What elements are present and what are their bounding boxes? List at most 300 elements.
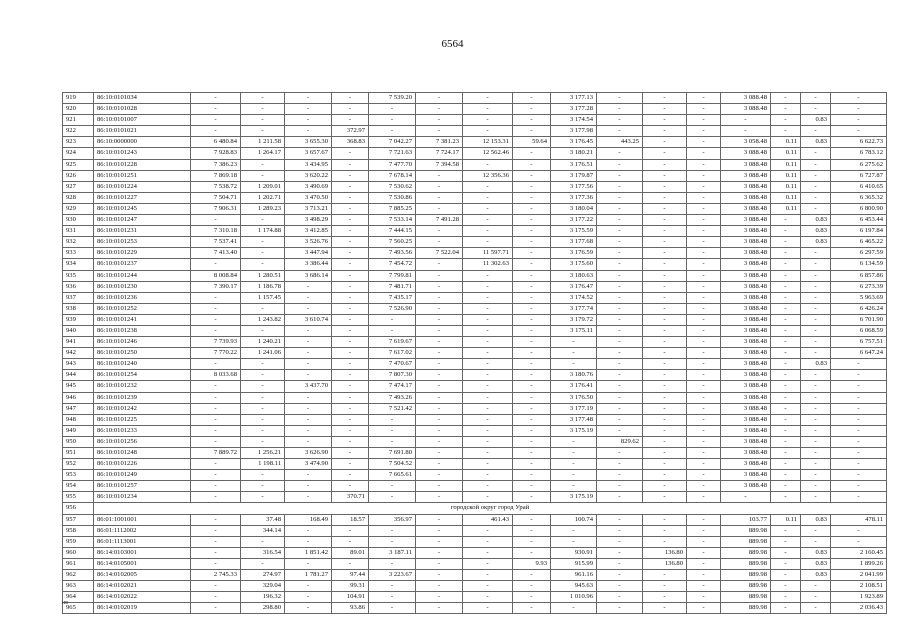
value-cell: - [369, 325, 416, 336]
value-cell: - [369, 425, 416, 436]
value-cell: - [416, 436, 463, 447]
value-cell: - [801, 459, 831, 470]
value-cell: - [513, 303, 551, 314]
value-cell: 7 539.20 [369, 93, 416, 104]
value-cell: - [551, 525, 597, 536]
value-cell: 103.77 [721, 514, 771, 525]
value-cell: 7 504.52 [369, 459, 416, 470]
value-cell: - [416, 181, 463, 192]
value-cell: 1 851.42 [285, 547, 332, 558]
value-cell: - [551, 536, 597, 547]
value-cell: 6 134.59 [831, 259, 887, 270]
value-cell: - [597, 558, 643, 569]
value-cell: - [191, 314, 241, 325]
value-cell: - [332, 226, 369, 237]
value-cell: - [369, 603, 416, 614]
value-cell: - [513, 259, 551, 270]
table-row [63, 414, 887, 425]
value-cell: - [771, 281, 801, 292]
value-cell: - [191, 492, 241, 503]
value-cell: 3 490.69 [285, 181, 332, 192]
value-cell: - [191, 547, 241, 558]
value-cell: - [801, 581, 831, 592]
row-number-cell: 956 [63, 503, 94, 514]
value-cell: - [551, 359, 597, 370]
value-cell: 3 088.48 [721, 159, 771, 170]
value-cell: - [643, 370, 687, 381]
value-cell: - [332, 248, 369, 259]
value-cell: 3 088.48 [721, 148, 771, 159]
value-cell: - [416, 581, 463, 592]
value-cell: - [463, 425, 513, 436]
value-cell: - [597, 570, 643, 581]
value-cell: - [687, 448, 721, 459]
value-cell: - [416, 547, 463, 558]
value-cell: - [831, 448, 887, 459]
value-cell: - [597, 348, 643, 359]
value-cell: 1 174.88 [241, 226, 285, 237]
value-cell: - [513, 603, 551, 614]
value-cell: - [771, 248, 801, 259]
value-cell: - [771, 259, 801, 270]
value-cell: 6 727.87 [831, 170, 887, 181]
value-cell: - [285, 603, 332, 614]
value-cell: - [241, 558, 285, 569]
value-cell: 3 180.63 [551, 270, 597, 281]
value-cell: 3 177.13 [551, 93, 597, 104]
value-cell: 7 413.40 [191, 248, 241, 259]
value-cell: - [597, 470, 643, 481]
value-cell: 2 108.51 [831, 581, 887, 592]
table-row [63, 115, 887, 126]
value-cell: - [416, 525, 463, 536]
value-cell: - [831, 93, 887, 104]
value-cell: - [463, 159, 513, 170]
value-cell: - [643, 381, 687, 392]
row-number-cell: 961 [63, 558, 94, 569]
value-cell: - [463, 270, 513, 281]
cadastral-code-cell: 86:10:0101232 [94, 381, 191, 392]
value-cell: 1 202.71 [241, 192, 285, 203]
footer-mark: ив [62, 600, 69, 606]
value-cell: - [241, 159, 285, 170]
value-cell: 1 264.17 [241, 148, 285, 159]
row-number-cell: 933 [63, 248, 94, 259]
table-row [63, 148, 887, 159]
cadastral-code-cell: 86:10:0101256 [94, 436, 191, 447]
value-cell: - [463, 192, 513, 203]
value-cell: 0.83 [801, 237, 831, 248]
value-cell: - [332, 448, 369, 459]
value-cell: - [771, 325, 801, 336]
row-number-cell: 965 [63, 603, 94, 614]
value-cell: - [241, 414, 285, 425]
value-cell: - [597, 148, 643, 159]
value-cell: - [597, 248, 643, 259]
value-cell: - [551, 603, 597, 614]
row-number-cell: 932 [63, 237, 94, 248]
value-cell: - [416, 359, 463, 370]
value-cell: - [332, 270, 369, 281]
value-cell: - [643, 314, 687, 325]
value-cell: - [643, 570, 687, 581]
value-cell: - [801, 104, 831, 115]
value-cell: - [687, 547, 721, 558]
value-cell: 7 869.18 [191, 170, 241, 181]
value-cell: - [801, 536, 831, 547]
cadastral-code-cell: 86:10:0101254 [94, 370, 191, 381]
value-cell: 889.98 [721, 547, 771, 558]
value-cell: - [597, 370, 643, 381]
value-cell: 0.83 [801, 137, 831, 148]
value-cell: - [687, 303, 721, 314]
cadastral-code-cell: 86:10:0101240 [94, 359, 191, 370]
value-cell: 3 088.48 [721, 215, 771, 226]
value-cell: 93.86 [332, 603, 369, 614]
cadastral-code-cell: 86:14:0105001 [94, 558, 191, 569]
value-cell: 0.83 [801, 359, 831, 370]
value-cell: - [831, 403, 887, 414]
value-cell: - [369, 115, 416, 126]
value-cell: 1 211.58 [241, 137, 285, 148]
value-cell: 6 857.86 [831, 270, 887, 281]
value-cell: - [513, 104, 551, 115]
value-cell: - [513, 547, 551, 558]
value-cell: 1 923.89 [831, 592, 887, 603]
value-cell: - [285, 492, 332, 503]
value-cell: - [285, 536, 332, 547]
value-cell: - [687, 359, 721, 370]
value-cell: - [332, 381, 369, 392]
value-cell: - [369, 436, 416, 447]
value-cell: 3 655.30 [285, 137, 332, 148]
value-cell: - [687, 381, 721, 392]
row-number-cell: 924 [63, 148, 94, 159]
value-cell: - [416, 459, 463, 470]
cadastral-code-cell: 86:10:0101231 [94, 226, 191, 237]
value-cell: - [332, 370, 369, 381]
value-cell: 7 481.71 [369, 281, 416, 292]
cadastral-code-cell: 86:14:0102021 [94, 581, 191, 592]
value-cell: - [513, 237, 551, 248]
value-cell: - [191, 403, 241, 414]
value-cell: - [513, 359, 551, 370]
value-cell: - [513, 281, 551, 292]
value-cell: - [801, 259, 831, 270]
value-cell: - [513, 481, 551, 492]
value-cell: 1 241.06 [241, 348, 285, 359]
value-cell: - [369, 536, 416, 547]
value-cell: - [643, 115, 687, 126]
value-cell: 3 180.76 [551, 370, 597, 381]
value-cell: 3 180.21 [551, 148, 597, 159]
value-cell: 3 686.14 [285, 270, 332, 281]
value-cell: - [332, 403, 369, 414]
value-cell: - [416, 292, 463, 303]
row-number-cell: 951 [63, 448, 94, 459]
table-row [63, 159, 887, 170]
value-cell: - [332, 536, 369, 547]
value-cell: - [285, 292, 332, 303]
value-cell: - [643, 170, 687, 181]
value-cell: - [687, 126, 721, 137]
value-cell: - [643, 148, 687, 159]
table-row [63, 203, 887, 214]
value-cell: 0.11 [771, 514, 801, 525]
value-cell: - [463, 226, 513, 237]
value-cell: - [721, 115, 771, 126]
value-cell: - [241, 215, 285, 226]
value-cell: - [463, 481, 513, 492]
value-cell: - [687, 581, 721, 592]
value-cell: 7 522.04 [416, 248, 463, 259]
value-cell: 3 088.48 [721, 237, 771, 248]
cadastral-code-cell: 86:10:0101034 [94, 93, 191, 104]
value-cell: 3 176.50 [551, 392, 597, 403]
value-cell: - [687, 104, 721, 115]
value-cell: 3 176.47 [551, 281, 597, 292]
value-cell: - [831, 104, 887, 115]
value-cell: - [416, 115, 463, 126]
value-cell: - [285, 115, 332, 126]
value-cell: 7 807.30 [369, 370, 416, 381]
value-cell: - [513, 536, 551, 547]
value-cell: 7 477.70 [369, 159, 416, 170]
value-cell: - [643, 414, 687, 425]
value-cell: 3 175.11 [551, 325, 597, 336]
value-cell: 3 088.48 [721, 281, 771, 292]
row-number-cell: 963 [63, 581, 94, 592]
value-cell: - [463, 370, 513, 381]
value-cell: - [687, 115, 721, 126]
value-cell: - [687, 492, 721, 503]
value-cell: 1 240.21 [241, 337, 285, 348]
row-number-cell: 952 [63, 459, 94, 470]
row-number-cell: 959 [63, 536, 94, 547]
value-cell: - [285, 281, 332, 292]
value-cell: 104.91 [332, 592, 369, 603]
value-cell: - [463, 547, 513, 558]
value-cell: 136.80 [643, 547, 687, 558]
value-cell: - [771, 215, 801, 226]
value-cell: - [597, 104, 643, 115]
row-number-cell: 947 [63, 403, 94, 414]
value-cell: 8 033.68 [191, 370, 241, 381]
value-cell: 6 800.90 [831, 203, 887, 214]
value-cell: - [771, 414, 801, 425]
value-cell: - [463, 459, 513, 470]
value-cell: 9.93 [513, 558, 551, 569]
value-cell: 89.01 [332, 547, 369, 558]
table-row [63, 170, 887, 181]
value-cell: 3 713.21 [285, 203, 332, 214]
value-cell: - [831, 459, 887, 470]
value-cell: - [831, 481, 887, 492]
value-cell: 3 179.72 [551, 314, 597, 325]
value-cell: - [831, 470, 887, 481]
value-cell: - [771, 525, 801, 536]
value-cell: 7 390.17 [191, 281, 241, 292]
table-row [63, 536, 887, 547]
value-cell: - [285, 348, 332, 359]
value-cell: - [463, 581, 513, 592]
value-cell: 7 739.93 [191, 337, 241, 348]
value-cell: - [687, 436, 721, 447]
value-cell: - [416, 93, 463, 104]
value-cell: - [597, 126, 643, 137]
cadastral-code-cell: 86:10:0101246 [94, 337, 191, 348]
table-row [63, 603, 887, 614]
value-cell: 3 177.68 [551, 237, 597, 248]
value-cell: 6 465.22 [831, 237, 887, 248]
value-cell: - [597, 325, 643, 336]
value-cell: - [597, 414, 643, 425]
value-cell: - [513, 115, 551, 126]
value-cell: - [332, 292, 369, 303]
value-cell: - [643, 270, 687, 281]
value-cell: - [513, 436, 551, 447]
value-cell: - [513, 248, 551, 259]
value-cell: - [643, 325, 687, 336]
value-cell: - [597, 292, 643, 303]
value-cell: - [771, 459, 801, 470]
value-cell: 915.99 [551, 558, 597, 569]
value-cell: - [771, 570, 801, 581]
value-cell: - [597, 381, 643, 392]
value-cell: - [191, 414, 241, 425]
value-cell: - [801, 248, 831, 259]
value-cell: - [597, 448, 643, 459]
value-cell: 1 243.82 [241, 314, 285, 325]
cadastral-code-cell: 86:10:0101248 [94, 448, 191, 459]
value-cell: 0.83 [801, 570, 831, 581]
value-cell: - [416, 126, 463, 137]
value-cell: - [597, 459, 643, 470]
table-row [63, 248, 887, 259]
value-cell: 370.71 [332, 492, 369, 503]
value-cell: 6 410.65 [831, 181, 887, 192]
value-cell: 7 504.71 [191, 192, 241, 203]
value-cell: - [369, 126, 416, 137]
value-cell: 7 721.63 [369, 148, 416, 159]
value-cell: 7 386.23 [191, 159, 241, 170]
value-cell: 3 058.48 [721, 137, 771, 148]
value-cell: - [597, 159, 643, 170]
value-cell: - [771, 359, 801, 370]
value-cell: 3 088.48 [721, 414, 771, 425]
value-cell: - [191, 558, 241, 569]
value-cell: - [801, 292, 831, 303]
value-cell: 3 088.48 [721, 481, 771, 492]
cadastral-code-cell: 86:01:1001001 [94, 514, 191, 525]
value-cell: 3 177.74 [551, 303, 597, 314]
value-cell: - [771, 370, 801, 381]
row-number-cell: 964 [63, 592, 94, 603]
cadastral-code-cell: 86:10:0101236 [94, 292, 191, 303]
value-cell: - [513, 337, 551, 348]
value-cell: - [831, 392, 887, 403]
data-table-container [62, 92, 883, 614]
row-number-cell: 919 [63, 93, 94, 104]
value-cell: - [513, 592, 551, 603]
value-cell: - [597, 115, 643, 126]
value-cell: - [597, 93, 643, 104]
row-number-cell: 936 [63, 281, 94, 292]
value-cell: - [285, 425, 332, 436]
value-cell: - [687, 470, 721, 481]
page-number: 6564 [441, 38, 464, 50]
value-cell: - [721, 126, 771, 137]
value-cell: 3 187.11 [369, 547, 416, 558]
value-cell: 3 470.50 [285, 192, 332, 203]
value-cell: - [463, 126, 513, 137]
value-cell: - [191, 325, 241, 336]
value-cell: 3 177.98 [551, 126, 597, 137]
value-cell: 7 381.23 [416, 137, 463, 148]
value-cell: - [513, 314, 551, 325]
value-cell: - [241, 248, 285, 259]
value-cell: - [801, 392, 831, 403]
value-cell: - [643, 93, 687, 104]
value-cell: - [687, 159, 721, 170]
value-cell: - [416, 348, 463, 359]
value-cell: 7 928.83 [191, 148, 241, 159]
value-cell: - [241, 403, 285, 414]
row-number-cell: 955 [63, 492, 94, 503]
value-cell: - [191, 93, 241, 104]
value-cell: - [643, 303, 687, 314]
cadastral-code-cell: 86:01:1113001 [94, 536, 191, 547]
value-cell: - [597, 281, 643, 292]
value-cell: 3 176.41 [551, 381, 597, 392]
value-cell: - [771, 536, 801, 547]
value-cell: 889.98 [721, 581, 771, 592]
table-row [63, 448, 887, 459]
value-cell: - [191, 592, 241, 603]
value-cell: 6 068.59 [831, 325, 887, 336]
value-cell: - [513, 126, 551, 137]
value-cell: - [831, 381, 887, 392]
row-number-cell: 934 [63, 259, 94, 270]
value-cell: - [643, 492, 687, 503]
value-cell: - [513, 203, 551, 214]
value-cell: - [551, 337, 597, 348]
value-cell: - [771, 392, 801, 403]
table-row [63, 581, 887, 592]
cadastral-value-table [62, 92, 887, 614]
value-cell: - [416, 492, 463, 503]
value-cell: 2 160.45 [831, 547, 887, 558]
value-cell: - [771, 381, 801, 392]
value-cell: - [285, 581, 332, 592]
table-row [63, 436, 887, 447]
value-cell: - [285, 525, 332, 536]
row-number-cell: 921 [63, 115, 94, 126]
value-cell: - [687, 259, 721, 270]
value-cell: 889.98 [721, 536, 771, 547]
value-cell: 3 177.36 [551, 192, 597, 203]
value-cell: - [191, 436, 241, 447]
value-cell: - [191, 536, 241, 547]
value-cell: - [687, 226, 721, 237]
value-cell: - [513, 325, 551, 336]
value-cell: 889.98 [721, 525, 771, 536]
value-cell: - [191, 459, 241, 470]
value-cell: - [463, 592, 513, 603]
table-row [63, 325, 887, 336]
cadastral-code-cell: 86:10:0101251 [94, 170, 191, 181]
value-cell: 136.80 [643, 558, 687, 569]
